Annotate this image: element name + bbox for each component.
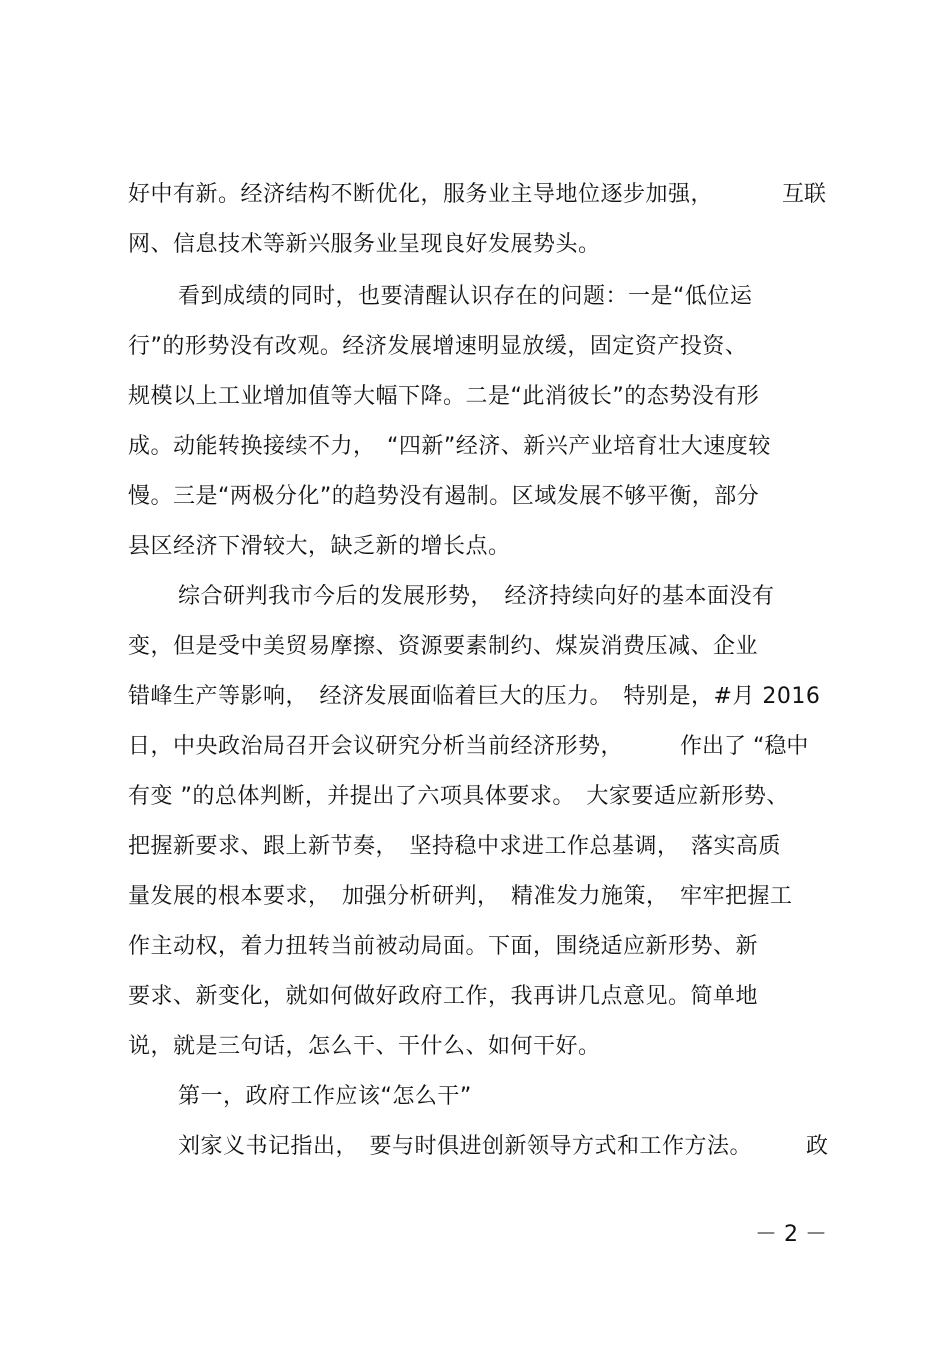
text-line: 日，中央政治局召开会议研究分析当前经济形势， bbox=[128, 734, 624, 759]
text-line: 成。动能转换接续不力， “四新”经济、新兴产业培育壮大速度较 bbox=[128, 434, 771, 459]
text-line: 行”的形势没有改观。经济发展增速明显放缓，固定资产投资、 bbox=[128, 334, 748, 359]
text-line: 有变 ”的总体判断，并提出了六项具体要求。 大家要适应新形势、 bbox=[128, 784, 789, 809]
text-line: 量发展的根本要求， 加强分析研判， 精准发力施策， 牢牢把握工 bbox=[128, 884, 793, 909]
text-line: 要求、新变化，就如何做好政府工作，我再讲几点意见。简单地 bbox=[128, 984, 759, 1009]
text-line: 刘家义书记指出， 要与时俱进创新领导方式和工作方法。 bbox=[178, 1134, 753, 1159]
text-line: 慢。三是“两极分化”的趋势没有遏制。区域发展不够平衡，部分 bbox=[128, 484, 760, 509]
text-line: 把握新要求、跟上新节奏， 坚持稳中求进工作总基调， 落实高质 bbox=[128, 834, 782, 859]
page-number: － 2 － bbox=[755, 1222, 827, 1247]
text-line: 综合研判我市今后的发展形势， 经济持续向好的基本面没有 bbox=[178, 584, 775, 609]
text-line: 说，就是三句话，怎么干、干什么、如何干好。 bbox=[128, 1034, 601, 1059]
text-line: 好中有新。经济结构不断优化，服务业主导地位逐步加强， bbox=[128, 182, 714, 207]
text-line: 网、信息技术等新兴服务业呈现良好发展势头。 bbox=[128, 232, 601, 257]
text-line: 看到成绩的同时，也要清醒认识存在的问题：一是“低位运 bbox=[178, 284, 753, 309]
text-line: 错峰生产等影响， 经济发展面临着巨大的压力。 特别是，#月 2016 bbox=[128, 684, 821, 709]
text-line-fragment: 政 bbox=[806, 1134, 829, 1159]
text-line-fragment: 互联 bbox=[782, 182, 827, 207]
text-line: 县区经济下滑较大，缺乏新的增长点。 bbox=[128, 534, 511, 559]
text-line: 变，但是受中美贸易摩擦、资源要素制约、煤炭消费压减、企业 bbox=[128, 634, 759, 659]
section-heading: 第一，政府工作应该“怎么干” bbox=[178, 1084, 472, 1109]
text-line: 作主动权，着力扭转当前被动局面。下面，围绕适应新形势、新 bbox=[128, 934, 759, 959]
text-line-fragment: 作出了 “稳中 bbox=[680, 734, 809, 759]
text-line: 规模以上工业增加值等大幅下降。二是“此消彼长”的态势没有形 bbox=[128, 384, 760, 409]
